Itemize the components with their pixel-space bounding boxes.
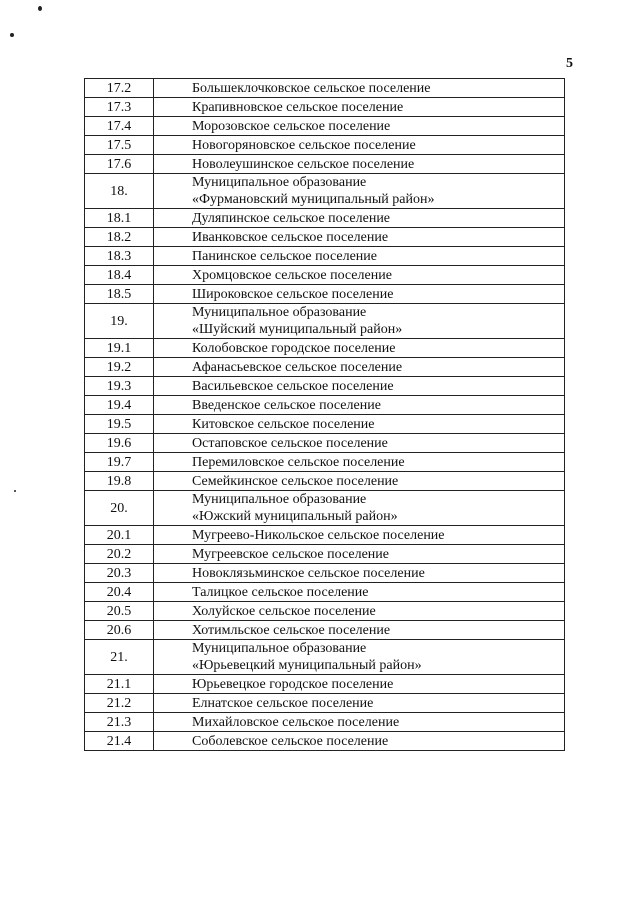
- row-number: 20.4: [85, 583, 154, 602]
- row-name: Колобовское городское поселение: [154, 339, 565, 358]
- table-row: [85, 621, 565, 640]
- row-name: Хотимльское сельское поселение: [154, 621, 565, 640]
- row-number: 19.1: [85, 339, 154, 358]
- row-number: 19.2: [85, 358, 154, 377]
- table-row: [85, 377, 565, 396]
- table-row: [85, 304, 565, 339]
- table-row: [85, 434, 565, 453]
- row-name: Холуйское сельское поселение: [154, 602, 565, 621]
- row-name: Афанасьевское сельское поселение: [154, 358, 565, 377]
- row-name: Крапивновское сельское поселение: [154, 98, 565, 117]
- municipality-name: «Южский муниципальный район»: [192, 509, 398, 524]
- table-row: [85, 694, 565, 713]
- registry-body: [85, 79, 565, 751]
- table-row: [85, 396, 565, 415]
- row-name: Мугреевское сельское поселение: [154, 545, 565, 564]
- row-name: Широковское сельское поселение: [154, 285, 565, 304]
- table-row: [85, 640, 565, 675]
- row-name: Михайловское сельское поселение: [154, 713, 565, 732]
- table-row: [85, 583, 565, 602]
- table-row: [85, 545, 565, 564]
- row-number: 19.8: [85, 472, 154, 491]
- table-row: [85, 453, 565, 472]
- row-name: Китовское сельское поселение: [154, 415, 565, 434]
- row-number: 21.4: [85, 732, 154, 751]
- row-name: Новолеушинское сельское поселение: [154, 155, 565, 174]
- row-number: 20.3: [85, 564, 154, 583]
- table-row: [85, 358, 565, 377]
- row-number: 21.1: [85, 675, 154, 694]
- row-number: 21.2: [85, 694, 154, 713]
- row-name: Перемиловское сельское поселение: [154, 453, 565, 472]
- row-name: Морозовское сельское поселение: [154, 117, 565, 136]
- row-number: 20.6: [85, 621, 154, 640]
- row-name: Панинское сельское поселение: [154, 247, 565, 266]
- row-number: 20.1: [85, 526, 154, 545]
- row-number: 19.4: [85, 396, 154, 415]
- row-number: 19.: [85, 304, 154, 339]
- table-row: [85, 339, 565, 358]
- municipality-type: Муниципальное образование: [192, 175, 367, 190]
- row-name: Введенское сельское поселение: [154, 396, 565, 415]
- page-number: 5: [566, 56, 573, 71]
- table-row: [85, 564, 565, 583]
- municipality-name: «Фурмановский муниципальный район»: [192, 192, 435, 207]
- row-name: [154, 304, 565, 339]
- scan-speck: [38, 6, 42, 11]
- row-number: 20.2: [85, 545, 154, 564]
- row-number: 18.3: [85, 247, 154, 266]
- row-name: Мугреево-Никольское сельское поселение: [154, 526, 565, 545]
- municipality-name: «Юрьевецкий муниципальный район»: [192, 658, 422, 673]
- table-row: [85, 209, 565, 228]
- row-name: Остаповское сельское поселение: [154, 434, 565, 453]
- row-name: Дуляпинское сельское поселение: [154, 209, 565, 228]
- row-name: Васильевское сельское поселение: [154, 377, 565, 396]
- table-row: [85, 228, 565, 247]
- municipality-name: «Шуйский муниципальный район»: [192, 322, 403, 337]
- row-name: Новоклязьминское сельское поселение: [154, 564, 565, 583]
- table-row: [85, 136, 565, 155]
- row-name: Иванковское сельское поселение: [154, 228, 565, 247]
- row-name: [154, 640, 565, 675]
- row-name: Елнатское сельское поселение: [154, 694, 565, 713]
- municipality-type: Муниципальное образование: [192, 492, 367, 507]
- table-row: [85, 266, 565, 285]
- table-row: [85, 602, 565, 621]
- row-number: 18.: [85, 174, 154, 209]
- row-number: 17.5: [85, 136, 154, 155]
- municipal-registry-table: [84, 78, 565, 751]
- table-row: [85, 79, 565, 98]
- table-row: [85, 155, 565, 174]
- row-name: Соболевское сельское поселение: [154, 732, 565, 751]
- table-row: [85, 174, 565, 209]
- row-name: Большеклочковское сельское поселение: [154, 79, 565, 98]
- row-number: 21.3: [85, 713, 154, 732]
- row-number: 18.4: [85, 266, 154, 285]
- row-name: Хромцовское сельское поселение: [154, 266, 565, 285]
- row-number: 20.5: [85, 602, 154, 621]
- row-number: 17.2: [85, 79, 154, 98]
- municipality-type: Муниципальное образование: [192, 305, 367, 320]
- table-row: [85, 247, 565, 266]
- row-name: Семейкинское сельское поселение: [154, 472, 565, 491]
- scan-speck: [10, 33, 14, 37]
- row-number: 19.7: [85, 453, 154, 472]
- table-row: [85, 732, 565, 751]
- row-number: 21.: [85, 640, 154, 675]
- row-name: Талицкое сельское поселение: [154, 583, 565, 602]
- table-row: [85, 491, 565, 526]
- scan-speck: [14, 490, 16, 492]
- table-row: [85, 713, 565, 732]
- table-row: [85, 526, 565, 545]
- table-row: [85, 472, 565, 491]
- row-number: 19.3: [85, 377, 154, 396]
- table-row: [85, 98, 565, 117]
- row-number: 20.: [85, 491, 154, 526]
- row-name: [154, 491, 565, 526]
- row-number: 19.6: [85, 434, 154, 453]
- municipality-type: Муниципальное образование: [192, 641, 367, 656]
- row-number: 18.2: [85, 228, 154, 247]
- table-row: [85, 415, 565, 434]
- row-number: 17.6: [85, 155, 154, 174]
- row-number: 19.5: [85, 415, 154, 434]
- row-name: Новогоряновское сельское поселение: [154, 136, 565, 155]
- row-number: 17.3: [85, 98, 154, 117]
- row-number: 17.4: [85, 117, 154, 136]
- table-row: [85, 675, 565, 694]
- table-row: [85, 285, 565, 304]
- row-name: [154, 174, 565, 209]
- row-number: 18.1: [85, 209, 154, 228]
- table-row: [85, 117, 565, 136]
- row-name: Юрьевецкое городское поселение: [154, 675, 565, 694]
- row-number: 18.5: [85, 285, 154, 304]
